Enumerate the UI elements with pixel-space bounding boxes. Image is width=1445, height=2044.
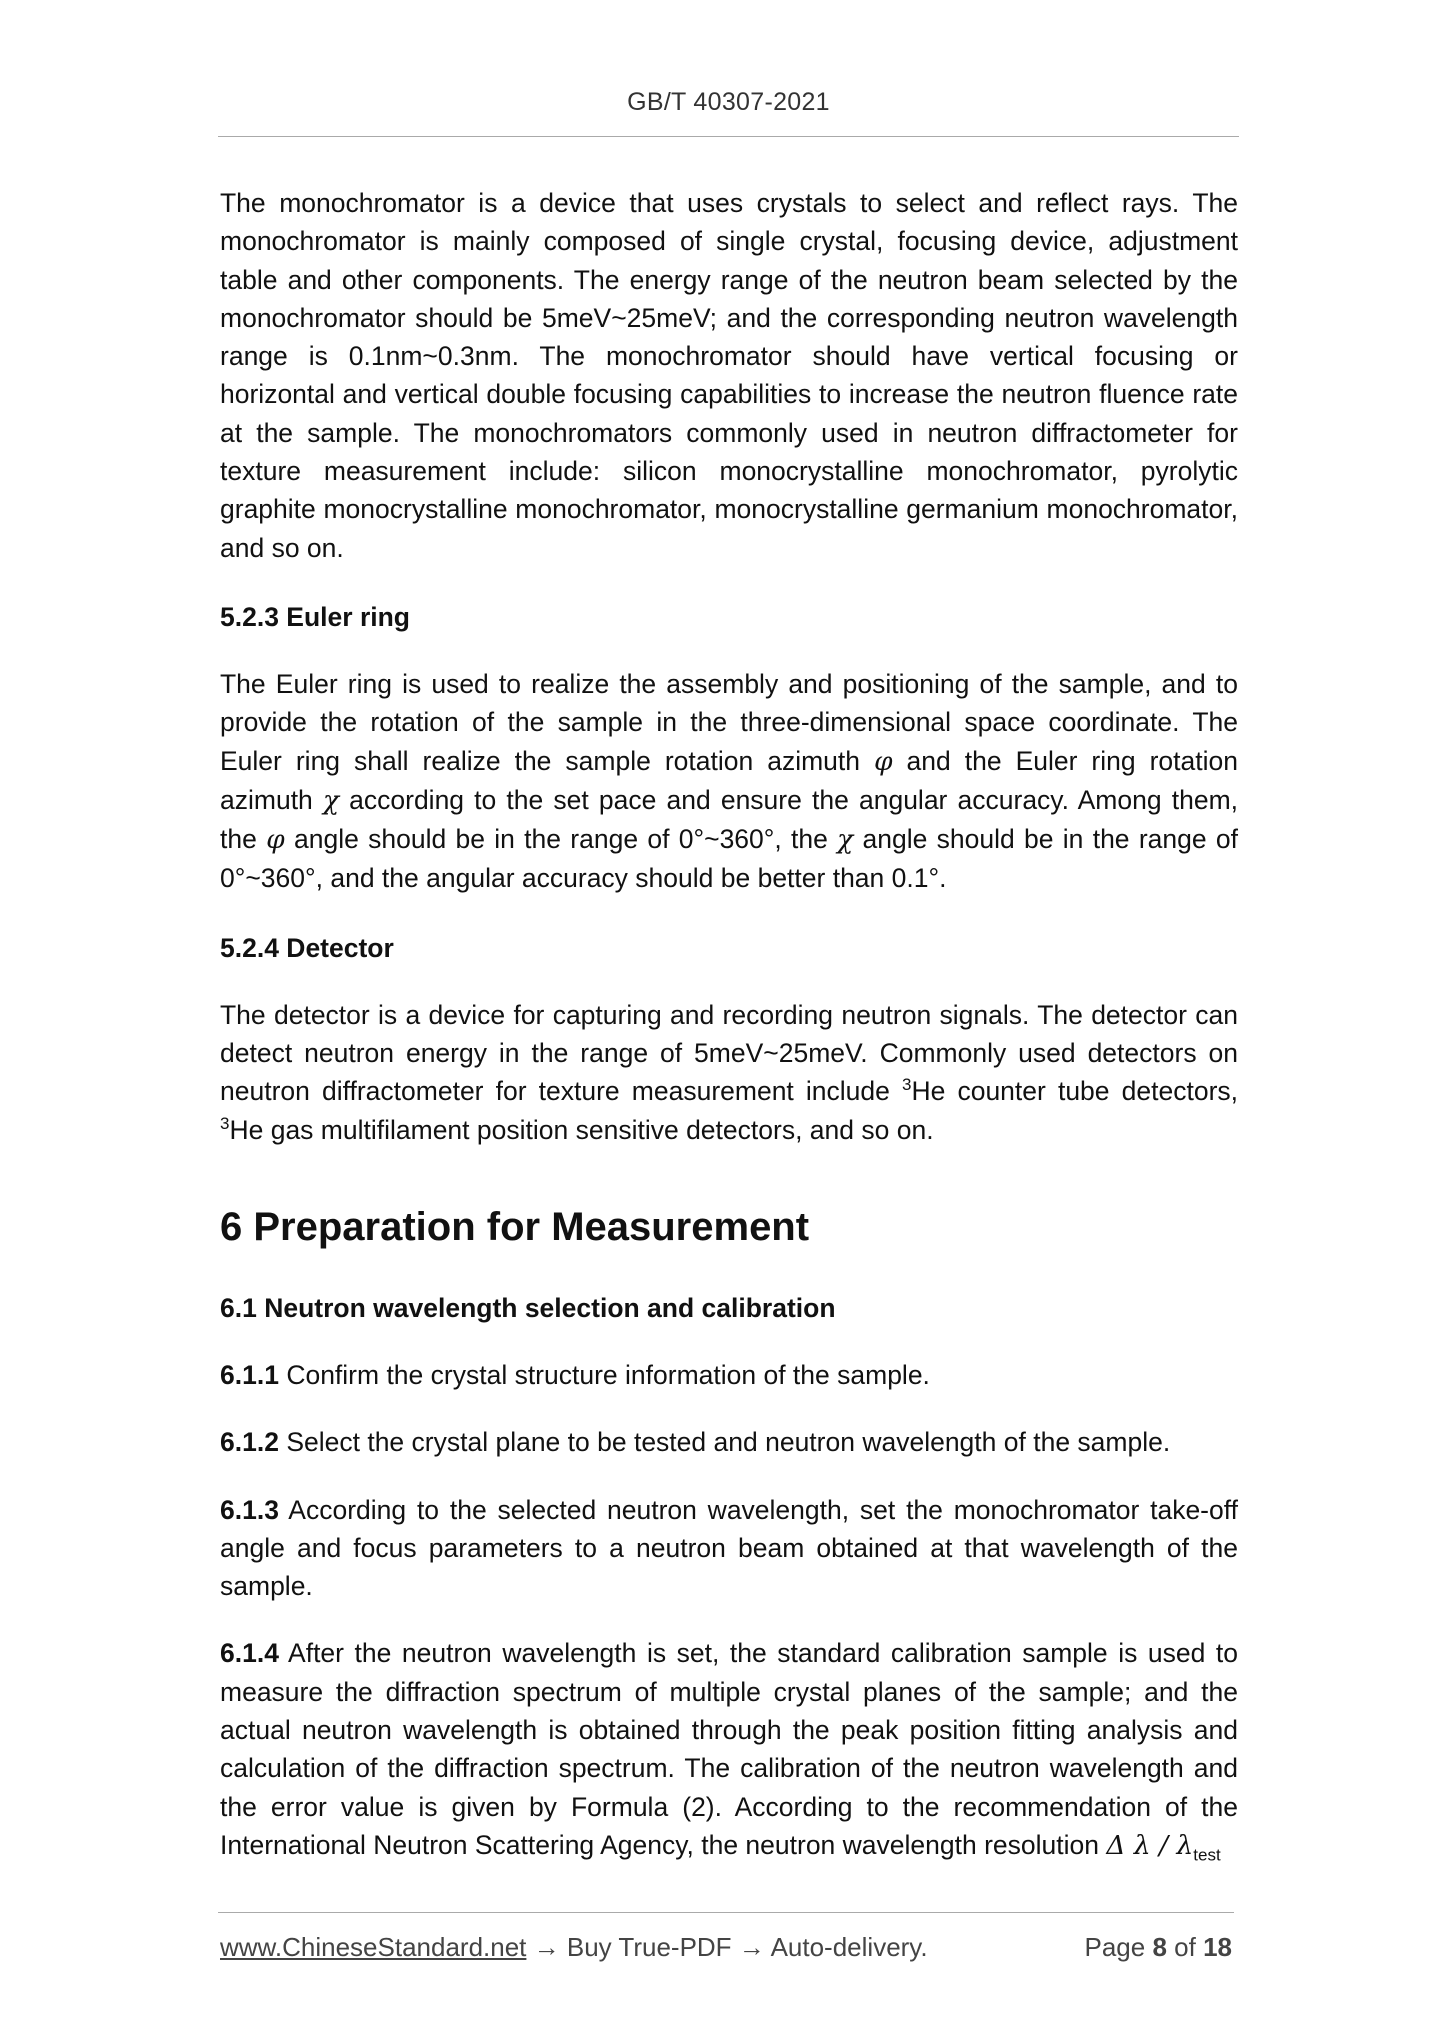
euler-text-5: angle should be in the range of 0°~360°, and the angular accuracy should be better than 0.1°.	[220, 824, 1239, 894]
detector-text-2: He counter tube detectors,	[911, 1076, 1239, 1107]
page-indicator	[1084, 1932, 1232, 1963]
chi-symbol: χ	[837, 824, 854, 856]
site-link[interactable]: www.ChineseStandard.net	[220, 1932, 527, 1962]
page-content	[220, 184, 1238, 1865]
footer-tagline: → Buy True-PDF → Auto-delivery.	[526, 1932, 928, 1962]
detector-text-3: He gas multifilament position sensitive detectors, and so on.	[229, 1114, 934, 1145]
of-word: of	[1174, 1932, 1196, 1962]
clause-number: 6.1.4	[220, 1638, 279, 1669]
total-pages: 18	[1203, 1932, 1232, 1962]
page-word: Page	[1084, 1932, 1146, 1962]
heading-6: 6 Preparation for Measurement	[220, 1204, 810, 1249]
phi-symbol: φ	[266, 824, 285, 856]
superscript-3: 3	[902, 1075, 912, 1095]
clause-6-1-4	[220, 1634, 1238, 1865]
page-header: GB/T 40307-2021	[627, 88, 830, 116]
chi-symbol: χ	[322, 784, 339, 816]
clause-text: Confirm the crystal structure information of the sample.	[278, 1359, 930, 1390]
clause-number: 6.1.3	[220, 1494, 279, 1525]
header-divider	[218, 136, 1239, 137]
page-footer	[220, 1932, 1232, 1963]
paragraph-monochromator: The monochromator is a device that uses crystals to select and reflect rays. The monochromator is mainly composed of single crystal, focusing device, adjustment table and other components. The energy range of the neutron beam selected by the monochromator should be 5meV~25meV; and the corresponding neutron wavelength range is 0.1nm~0.3nm. The monochromator should have vertical focusing or horizontal and vertical double focusing capabilities to increase the neutron fluence rate at the sample. The monochromators commonly used in neutron diffractometer for texture measurement include: silicon monocrystalline monochromator, pyrolytic graphite monocrystalline monochromator, monocrystalline germanium monochromator, and so on.	[220, 188, 1238, 563]
heading-6-1: 6.1 Neutron wavelength selection and calibration	[220, 1292, 836, 1323]
subscript-test: test	[1193, 1845, 1221, 1865]
clause-6-1-2	[220, 1423, 1238, 1461]
phi-symbol: φ	[873, 745, 893, 777]
resolution-formula: Δ λ / λ	[1106, 1829, 1194, 1861]
paragraph-euler-ring	[220, 665, 1238, 898]
clause-text: After the neutron wavelength is set, the standard calibration sample is used to measure the diffraction spectrum of multiple crystal planes of the sample; and the actual neutron wavelength is obtained through the peak position fitting analysis and calculation of the diffraction spectrum. The calibration of the neutron wavelength and the error value is given by Formula (2). According to the recommendation of the International Neutron Scattering Agency, the neutron wavelength resolution	[220, 1638, 1238, 1860]
clause-text: According to the selected neutron wavelength, set the monochromator take-off angle and focus parameters to a neutron beam obtained at that wavelength of the sample.	[220, 1494, 1238, 1602]
superscript-3: 3	[220, 1113, 230, 1133]
euler-text-2: and the Euler ring rotation azimuth	[220, 745, 1238, 815]
footer-divider	[218, 1912, 1234, 1913]
euler-text-4: angle should be in the range of 0°~360°, the	[284, 824, 838, 855]
clause-text: Select the crystal plane to be tested and neutron wavelength of the sample.	[278, 1427, 1171, 1458]
paragraph-detector	[220, 996, 1238, 1149]
euler-text-3: according to the set pace and ensure the angular accuracy. Among them, the	[220, 784, 1239, 855]
clause-6-1-3	[220, 1491, 1238, 1606]
clause-number: 6.1.1	[220, 1359, 279, 1390]
page-number: 8	[1152, 1932, 1167, 1962]
heading-5-2-4: 5.2.4 Detector	[220, 932, 394, 963]
heading-5-2-3: 5.2.3 Euler ring	[220, 601, 410, 632]
euler-text-1: The Euler ring is used to realize the assembly and positioning of the sample, and to provide the rotation of the sample in the three-dimensional space coordinate. The Euler ring shall realize the sample rotation azimuth	[220, 668, 1238, 776]
clause-6-1-1	[220, 1356, 1238, 1394]
detector-text-1: The detector is a device for capturing and recording neutron signals. The detector can detect neutron energy in the range of 5meV~25meV. Commonly used detectors on neutron diffractometer for texture measurement include	[220, 999, 1238, 1107]
clause-number: 6.1.2	[220, 1427, 279, 1458]
